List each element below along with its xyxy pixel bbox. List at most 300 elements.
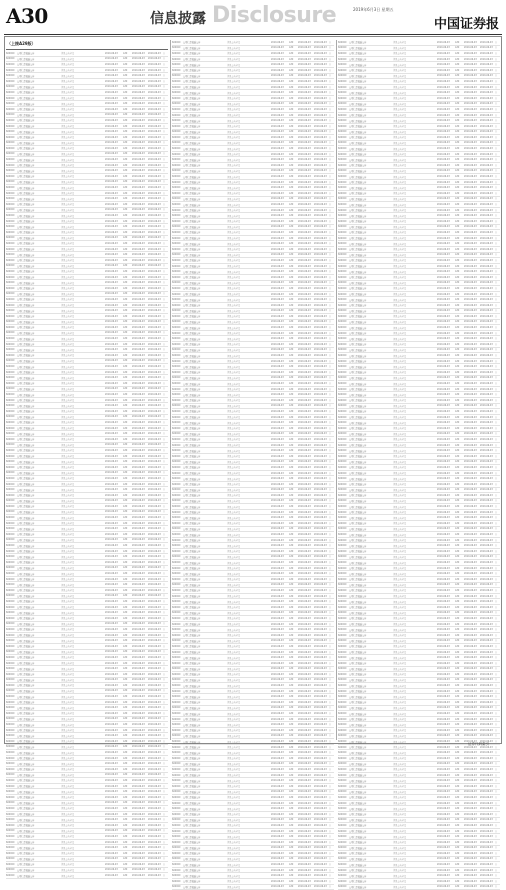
cell-d2: 2019-06-03	[464, 717, 477, 721]
cell-link: 详见公告全文	[61, 287, 75, 291]
cell-d3: 2019-06-03	[314, 354, 327, 358]
cell-n: A30	[289, 409, 294, 413]
cell-name: 公司信息披露公告	[183, 472, 201, 476]
cell-link: 详见公告全文	[227, 774, 241, 778]
cell-date: 2019-06-03	[271, 527, 284, 531]
cell-date: 2019-06-03	[105, 544, 118, 548]
cell-n: A30	[289, 784, 294, 788]
cell-name: 公司信息披露公告	[183, 768, 201, 772]
cell-n: A30	[455, 225, 460, 229]
cell-name: 公司信息披露公告	[17, 175, 35, 179]
cell-name: 公司信息披露公告	[349, 444, 367, 448]
cell-x: ○	[163, 790, 165, 794]
cell-d3: 2019-06-03	[148, 762, 161, 766]
issue-date: 2019年6月3日 星期五	[353, 7, 394, 12]
cell-name: 公司信息披露公告	[17, 729, 35, 733]
cell-name: 公司信息披露公告	[349, 807, 367, 811]
cell-link: 详见公告全文	[61, 242, 75, 246]
cell-x: ○	[329, 135, 331, 139]
cell-d3: 2019-06-03	[148, 527, 161, 531]
cell-d2: 2019-06-03	[298, 197, 311, 201]
cell-x: ○	[495, 700, 497, 704]
cell-link: 详见公告全文	[61, 740, 75, 744]
cell-link: 详见公告全文	[393, 774, 407, 778]
cell-code: 600000	[338, 124, 347, 128]
cell-d2: 2019-06-03	[464, 795, 477, 799]
cell-x: ○	[329, 275, 331, 279]
cell-date: 2019-06-03	[271, 398, 284, 402]
cell-date: 2019-06-03	[105, 616, 118, 620]
cell-date: 2019-06-03	[437, 795, 450, 799]
cell-n: A30	[123, 359, 128, 363]
cell-n: A30	[289, 236, 294, 240]
cell-d3: 2019-06-03	[480, 426, 493, 430]
cell-date: 2019-06-03	[437, 247, 450, 251]
cell-d3: 2019-06-03	[314, 812, 327, 816]
cell-name: 公司信息披露公告	[349, 857, 367, 861]
cell-n: A30	[455, 823, 460, 827]
cell-link: 详见公告全文	[227, 376, 241, 380]
cell-name: 公司信息披露公告	[17, 359, 35, 363]
cell-d2: 2019-06-03	[464, 846, 477, 850]
cell-date: 2019-06-03	[105, 146, 118, 150]
cell-link: 详见公告全文	[61, 645, 75, 649]
cell-code: 600000	[6, 393, 15, 397]
cell-link: 详见公告全文	[227, 416, 241, 420]
cell-name: 公司信息披露公告	[17, 63, 35, 67]
cell-code: 600000	[6, 314, 15, 318]
cell-d3: 2019-06-03	[314, 57, 327, 61]
cell-d3: 2019-06-03	[480, 113, 493, 117]
cell-d3: 2019-06-03	[314, 46, 327, 50]
cell-d2: 2019-06-03	[132, 465, 145, 469]
cell-x: ○	[329, 175, 331, 179]
cell-date: 2019-06-03	[271, 326, 284, 330]
cell-d2: 2019-06-03	[298, 219, 311, 223]
cell-n: A30	[289, 493, 294, 497]
cell-n: A30	[289, 628, 294, 632]
cell-d2: 2019-06-03	[464, 421, 477, 425]
cell-n: A30	[455, 342, 460, 346]
cell-link: 详见公告全文	[393, 499, 407, 503]
cell-name: 公司信息披露公告	[183, 701, 201, 705]
cell-date: 2019-06-03	[271, 225, 284, 229]
cell-n: A30	[289, 331, 294, 335]
cell-n: A30	[123, 544, 128, 548]
cell-code: 600000	[338, 292, 347, 296]
cell-d3: 2019-06-03	[148, 622, 161, 626]
cell-x: ○	[495, 387, 497, 391]
cell-n: A30	[289, 801, 294, 805]
cell-link: 详见公告全文	[61, 326, 75, 330]
cell-n: A30	[455, 309, 460, 313]
cell-date: 2019-06-03	[105, 560, 118, 564]
cell-d3: 2019-06-03	[314, 191, 327, 195]
cell-d2: 2019-06-03	[464, 264, 477, 268]
cell-d3: 2019-06-03	[314, 454, 327, 458]
cell-x: ○	[495, 270, 497, 274]
cell-code: 600000	[6, 678, 15, 682]
cell-x: ○	[329, 152, 331, 156]
cell-d2: 2019-06-03	[132, 420, 145, 424]
cell-n: A30	[455, 387, 460, 391]
cell-name: 公司信息披露公告	[349, 225, 367, 229]
cell-d3: 2019-06-03	[148, 420, 161, 424]
cell-code: 600000	[172, 124, 181, 128]
cell-date: 2019-06-03	[105, 353, 118, 357]
cell-code: 600000	[172, 203, 181, 207]
cell-name: 公司信息披露公告	[183, 600, 201, 604]
cell-n: A30	[289, 253, 294, 257]
cell-link: 详见公告全文	[393, 779, 407, 783]
cell-x: ○	[329, 370, 331, 374]
cell-d3: 2019-06-03	[480, 258, 493, 262]
cell-d3: 2019-06-03	[480, 197, 493, 201]
cell-link: 详见公告全文	[227, 651, 241, 655]
cell-d3: 2019-06-03	[148, 700, 161, 704]
cell-n: A30	[455, 270, 460, 274]
cell-link: 详见公告全文	[61, 113, 75, 117]
cell-date: 2019-06-03	[105, 644, 118, 648]
cell-code: 600000	[6, 124, 15, 128]
cell-d2: 2019-06-03	[298, 51, 311, 55]
cell-name: 公司信息披露公告	[183, 880, 201, 884]
cell-code: 600000	[6, 577, 15, 581]
cell-code: 600000	[172, 611, 181, 615]
cell-n: A30	[123, 309, 128, 313]
cell-link: 详见公告全文	[61, 868, 75, 872]
cell-code: 600000	[338, 751, 347, 755]
cell-code: 600000	[172, 370, 181, 374]
cell-d2: 2019-06-03	[298, 767, 311, 771]
cell-date: 2019-06-03	[437, 460, 450, 464]
cell-link: 详见公告全文	[227, 354, 241, 358]
cell-code: 600000	[172, 68, 181, 72]
cell-d2: 2019-06-03	[132, 555, 145, 559]
cell-d3: 2019-06-03	[480, 449, 493, 453]
cell-link: 详见公告全文	[61, 236, 75, 240]
cell-name: 公司信息披露公告	[349, 309, 367, 313]
cell-date: 2019-06-03	[105, 202, 118, 206]
cell-d3: 2019-06-03	[480, 404, 493, 408]
cell-link: 详见公告全文	[227, 438, 241, 442]
cell-n: A30	[289, 186, 294, 190]
cell-x: ○	[163, 113, 165, 117]
cell-d3: 2019-06-03	[148, 297, 161, 301]
cell-name: 公司信息披露公告	[349, 438, 367, 442]
cell-date: 2019-06-03	[271, 191, 284, 195]
cell-d3: 2019-06-03	[314, 437, 327, 441]
cell-date: 2019-06-03	[437, 851, 450, 855]
cell-x: ○	[329, 728, 331, 732]
cell-n: A30	[123, 253, 128, 257]
cell-link: 详见公告全文	[227, 746, 241, 750]
cell-n: A30	[289, 404, 294, 408]
header-rule	[4, 34, 502, 35]
cell-d2: 2019-06-03	[132, 230, 145, 234]
cell-d2: 2019-06-03	[298, 728, 311, 732]
cell-n: A30	[123, 398, 128, 402]
cell-d2: 2019-06-03	[298, 521, 311, 525]
cell-n: A30	[455, 879, 460, 883]
cell-link: 详见公告全文	[61, 102, 75, 106]
cell-code: 600000	[172, 46, 181, 50]
cell-d2: 2019-06-03	[132, 683, 145, 687]
cell-code: 600000	[172, 57, 181, 61]
cell-d2: 2019-06-03	[464, 102, 477, 106]
cell-n: A30	[289, 879, 294, 883]
cell-x: ○	[329, 303, 331, 307]
cell-n: A30	[289, 130, 294, 134]
cell-d3: 2019-06-03	[314, 409, 327, 413]
cell-link: 详见公告全文	[61, 852, 75, 856]
cell-d3: 2019-06-03	[148, 751, 161, 755]
cell-d3: 2019-06-03	[480, 493, 493, 497]
cell-name: 公司信息披露公告	[17, 841, 35, 845]
cell-d2: 2019-06-03	[464, 298, 477, 302]
cell-name: 公司信息披露公告	[183, 835, 201, 839]
cell-date: 2019-06-03	[105, 667, 118, 671]
cell-date: 2019-06-03	[437, 314, 450, 318]
cell-d3: 2019-06-03	[314, 141, 327, 145]
cell-name: 公司信息披露公告	[349, 511, 367, 515]
cell-x: ○	[329, 555, 331, 559]
cell-x: ○	[329, 119, 331, 123]
cell-d3: 2019-06-03	[148, 365, 161, 369]
cell-code: 600000	[338, 874, 347, 878]
cell-d2: 2019-06-03	[298, 477, 311, 481]
cell-code: 600000	[338, 354, 347, 358]
cell-name: 公司信息披露公告	[349, 617, 367, 621]
cell-code: 600000	[6, 661, 15, 665]
cell-name: 公司信息披露公告	[17, 415, 35, 419]
cell-date: 2019-06-03	[271, 85, 284, 89]
cell-link: 详见公告全文	[393, 58, 407, 62]
cell-link: 详见公告全文	[393, 802, 407, 806]
cell-x: ○	[495, 734, 497, 738]
cell-d3: 2019-06-03	[314, 331, 327, 335]
cell-name: 公司信息披露公告	[183, 231, 201, 235]
cell-x: ○	[329, 124, 331, 128]
cell-code: 600000	[172, 426, 181, 430]
cell-link: 详见公告全文	[227, 248, 241, 252]
cell-d3: 2019-06-03	[480, 700, 493, 704]
cell-n: A30	[123, 622, 128, 626]
cell-x: ○	[163, 292, 165, 296]
cell-code: 600000	[172, 784, 181, 788]
cell-d3: 2019-06-03	[480, 812, 493, 816]
cell-name: 公司信息披露公告	[349, 360, 367, 364]
cell-date: 2019-06-03	[437, 678, 450, 682]
cell-d3: 2019-06-03	[148, 521, 161, 525]
cell-date: 2019-06-03	[271, 57, 284, 61]
cell-d2: 2019-06-03	[464, 538, 477, 542]
cell-name: 公司信息披露公告	[349, 841, 367, 845]
cell-code: 600000	[338, 784, 347, 788]
table-row	[6, 873, 168, 879]
cell-x: ○	[163, 236, 165, 240]
cell-date: 2019-06-03	[105, 689, 118, 693]
cell-d3: 2019-06-03	[480, 678, 493, 682]
cell-d3: 2019-06-03	[480, 555, 493, 559]
cell-x: ○	[329, 577, 331, 581]
cell-n: A30	[289, 516, 294, 520]
cell-n: A30	[123, 532, 128, 536]
cell-n: A30	[289, 91, 294, 95]
cell-d2: 2019-06-03	[464, 577, 477, 581]
cell-code: 600000	[172, 790, 181, 794]
cell-name: 公司信息披露公告	[17, 69, 35, 73]
cell-n: A30	[289, 745, 294, 749]
cell-d2: 2019-06-03	[132, 823, 145, 827]
cell-d3: 2019-06-03	[314, 639, 327, 643]
cell-name: 公司信息披露公告	[183, 97, 201, 101]
cell-d2: 2019-06-03	[132, 325, 145, 329]
cell-n: A30	[455, 493, 460, 497]
cell-d2: 2019-06-03	[298, 208, 311, 212]
cell-date: 2019-06-03	[105, 275, 118, 279]
cell-x: ○	[163, 202, 165, 206]
cell-link: 详见公告全文	[393, 494, 407, 498]
cell-code: 600000	[172, 577, 181, 581]
cell-code: 600000	[172, 253, 181, 257]
cell-link: 详见公告全文	[393, 365, 407, 369]
cell-link: 详见公告全文	[61, 477, 75, 481]
cell-n: A30	[455, 505, 460, 509]
cell-name: 公司信息披露公告	[17, 634, 35, 638]
cell-d3: 2019-06-03	[148, 840, 161, 844]
cell-d2: 2019-06-03	[298, 678, 311, 682]
cell-d3: 2019-06-03	[148, 661, 161, 665]
cell-link: 详见公告全文	[393, 751, 407, 755]
cell-x: ○	[163, 700, 165, 704]
cell-d2: 2019-06-03	[298, 784, 311, 788]
cell-d3: 2019-06-03	[314, 756, 327, 760]
cell-link: 详见公告全文	[393, 432, 407, 436]
cell-name: 公司信息披露公告	[17, 863, 35, 867]
cell-x: ○	[495, 672, 497, 676]
cell-x: ○	[329, 700, 331, 704]
cell-n: A30	[123, 135, 128, 139]
cell-date: 2019-06-03	[105, 269, 118, 273]
cell-d3: 2019-06-03	[314, 326, 327, 330]
cell-d3: 2019-06-03	[148, 57, 161, 61]
cell-date: 2019-06-03	[271, 667, 284, 671]
cell-x: ○	[495, 773, 497, 777]
cell-code: 600000	[172, 818, 181, 822]
cell-date: 2019-06-03	[437, 885, 450, 889]
table-rows	[338, 40, 500, 890]
cell-link: 详见公告全文	[227, 147, 241, 151]
cell-name: 公司信息披露公告	[183, 141, 201, 145]
cell-date: 2019-06-03	[105, 359, 118, 363]
cell-code: 600000	[6, 230, 15, 234]
cell-n: A30	[289, 583, 294, 587]
cell-d2: 2019-06-03	[464, 68, 477, 72]
cell-name: 公司信息披露公告	[349, 706, 367, 710]
cell-code: 600000	[6, 672, 15, 676]
cell-name: 公司信息披露公告	[183, 885, 201, 889]
cell-d3: 2019-06-03	[314, 102, 327, 106]
cell-date: 2019-06-03	[437, 409, 450, 413]
cell-d3: 2019-06-03	[314, 281, 327, 285]
cell-d2: 2019-06-03	[464, 605, 477, 609]
cell-date: 2019-06-03	[271, 521, 284, 525]
cell-x: ○	[495, 695, 497, 699]
cell-n: A30	[455, 253, 460, 257]
cell-n: A30	[455, 130, 460, 134]
cell-d2: 2019-06-03	[132, 415, 145, 419]
cell-code: 600000	[172, 482, 181, 486]
cell-n: A30	[289, 773, 294, 777]
cell-n: A30	[455, 51, 460, 55]
cell-n: A30	[289, 600, 294, 604]
cell-link: 详见公告全文	[61, 505, 75, 509]
cell-x: ○	[329, 773, 331, 777]
cell-link: 详见公告全文	[227, 785, 241, 789]
cell-date: 2019-06-03	[271, 303, 284, 307]
cell-code: 600000	[6, 504, 15, 508]
cell-n: A30	[455, 857, 460, 861]
cell-link: 详见公告全文	[227, 449, 241, 453]
cell-date: 2019-06-03	[271, 471, 284, 475]
cell-name: 公司信息披露公告	[349, 572, 367, 576]
table-rows	[6, 51, 168, 879]
cell-n: A30	[123, 594, 128, 598]
cell-d3: 2019-06-03	[148, 448, 161, 452]
cell-link: 详见公告全文	[393, 477, 407, 481]
cell-name: 公司信息披露公告	[183, 813, 201, 817]
cell-link: 详见公告全文	[393, 410, 407, 414]
cell-d2: 2019-06-03	[298, 706, 311, 710]
cell-d3: 2019-06-03	[480, 270, 493, 274]
cell-code: 600000	[172, 521, 181, 525]
cell-d2: 2019-06-03	[298, 258, 311, 262]
cell-d2: 2019-06-03	[298, 186, 311, 190]
cell-link: 详见公告全文	[227, 52, 241, 56]
cell-n: A30	[455, 264, 460, 268]
cell-name: 公司信息披露公告	[17, 600, 35, 604]
cell-d3: 2019-06-03	[314, 767, 327, 771]
cell-d3: 2019-06-03	[480, 359, 493, 363]
cell-d3: 2019-06-03	[148, 393, 161, 397]
cell-name: 公司信息披露公告	[349, 723, 367, 727]
cell-n: A30	[455, 68, 460, 72]
cell-x: ○	[329, 505, 331, 509]
cell-link: 详见公告全文	[227, 706, 241, 710]
cell-date: 2019-06-03	[105, 460, 118, 464]
cell-link: 详见公告全文	[227, 824, 241, 828]
cell-name: 公司信息披露公告	[183, 740, 201, 744]
cell-d3: 2019-06-03	[314, 572, 327, 576]
cell-d2: 2019-06-03	[464, 96, 477, 100]
cell-code: 600000	[6, 728, 15, 732]
cell-d2: 2019-06-03	[464, 320, 477, 324]
cell-date: 2019-06-03	[271, 51, 284, 55]
cell-n: A30	[123, 588, 128, 592]
cell-n: A30	[123, 241, 128, 245]
cell-date: 2019-06-03	[437, 465, 450, 469]
cell-name: 公司信息披露公告	[183, 857, 201, 861]
cell-n: A30	[123, 376, 128, 380]
cell-n: A30	[455, 382, 460, 386]
cell-x: ○	[495, 135, 497, 139]
cell-code: 600000	[172, 320, 181, 324]
cell-date: 2019-06-03	[437, 124, 450, 128]
cell-name: 公司信息披露公告	[183, 388, 201, 392]
cell-d3: 2019-06-03	[480, 505, 493, 509]
cell-d3: 2019-06-03	[480, 818, 493, 822]
